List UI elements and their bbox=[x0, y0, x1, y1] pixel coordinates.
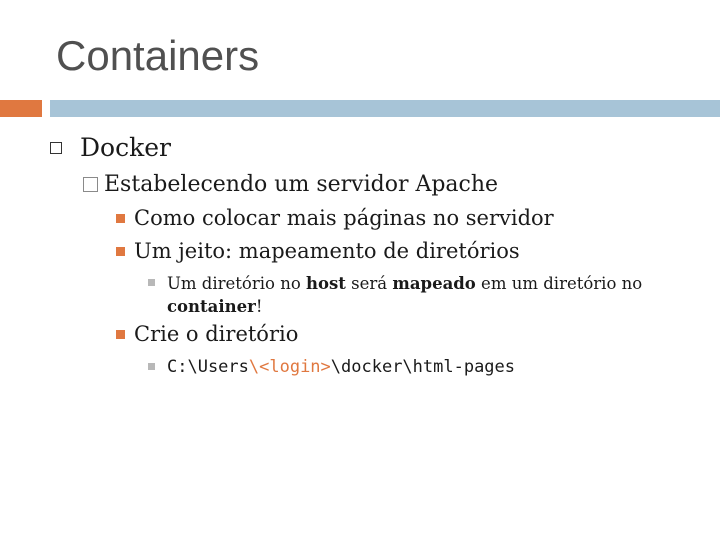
bullet-como-colocar bbox=[116, 206, 554, 230]
bullet-docker bbox=[50, 133, 171, 162]
bullet-text: Como colocar mais páginas no servidor bbox=[134, 206, 554, 230]
filled-square-bullet-icon bbox=[116, 214, 125, 223]
bullet-diretorio-host bbox=[148, 272, 642, 318]
small-square-bullet-icon bbox=[148, 279, 155, 286]
bullet-path bbox=[148, 356, 515, 379]
text-suffix: em um diretório no bbox=[475, 274, 643, 293]
filled-square-bullet-icon bbox=[116, 247, 125, 256]
hollow-square-bullet-icon bbox=[50, 142, 62, 154]
filled-square-bullet-icon bbox=[116, 330, 125, 339]
text-middle: será bbox=[345, 274, 393, 293]
bullet-text: Docker bbox=[80, 133, 171, 162]
title-bar-accent bbox=[0, 100, 42, 117]
exclamation: ! bbox=[255, 297, 263, 316]
bullet-text: Crie o diretório bbox=[134, 322, 299, 346]
path-login-part: \<login> bbox=[248, 357, 331, 377]
slide-title: Containers bbox=[56, 32, 260, 79]
container-keyword: container bbox=[167, 297, 256, 316]
path-text bbox=[167, 356, 515, 379]
text-prefix: Um diretório no bbox=[167, 274, 307, 293]
bullet-text bbox=[167, 272, 642, 318]
host-keyword: host bbox=[306, 274, 346, 293]
bullet-crie bbox=[116, 322, 298, 346]
bullet-um-jeito bbox=[116, 239, 520, 263]
bullet-estabelecendo bbox=[83, 172, 498, 197]
title-bar bbox=[50, 100, 720, 117]
checkbox-bullet-icon bbox=[83, 177, 98, 192]
small-square-bullet-icon bbox=[148, 363, 155, 370]
path-part-3: \docker\html-pages bbox=[330, 357, 516, 377]
bullet-text: Um jeito: mapeamento de diretórios bbox=[134, 239, 520, 263]
path-part-1: C:\Users bbox=[167, 357, 249, 377]
bullet-text: Estabelecendo um servidor Apache bbox=[104, 172, 499, 197]
mapeado-keyword: mapeado bbox=[392, 274, 476, 293]
